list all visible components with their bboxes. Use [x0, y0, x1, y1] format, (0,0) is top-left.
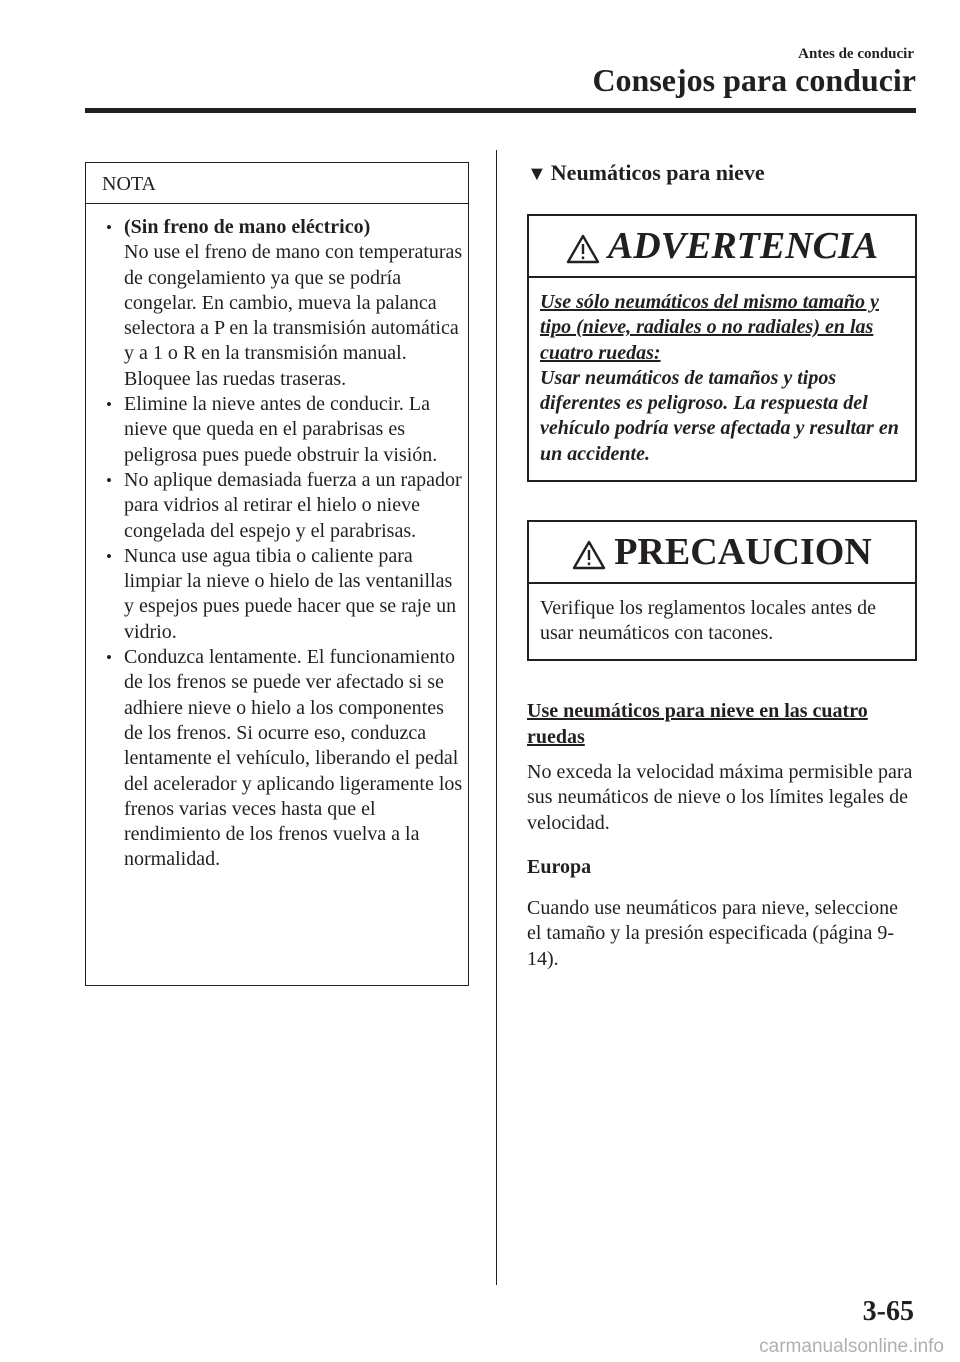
warning-underlined-text: Use sólo neumáticos del mismo tamaño y tipo (nieve, radiales o no radiales) en las cuatro ruedas:: [540, 291, 879, 364]
note-item-text: No use el freno de mano con temperaturas de congelamiento ya que se podría congelar. En cambio, mueva la palanca selectora a P en la transmisión automática y a 1 o R en la transmisión manual. Bloquee las ruedas traseras.: [124, 241, 463, 390]
warning-triangle-icon: [572, 540, 606, 570]
chapter-title: Consejos para conducir: [592, 62, 916, 98]
section-name: Antes de conducir: [798, 46, 914, 62]
caution-text: Verifique los reglamentos locales antes de usar neumáticos con tacones.: [540, 597, 876, 645]
note-item-text: Conduzca lentamente. El funcionamiento de los frenos se puede ver afectado si se adhiere nieve o hielo a los componentes de los frenos. Si ocurre eso, conduzca lentamente el vehículo, liberando el pedal del acelerador y aplicando ligeramente los frenos varias veces hasta que el rendimiento de los frenos vuelva a la normalidad.: [124, 646, 463, 871]
region-heading: Europa: [527, 856, 592, 878]
caution-header: [529, 522, 915, 582]
note-item: [98, 468, 464, 544]
warning-header: [529, 216, 915, 276]
subheading: Use neumáticos para nieve en las cuatro ruedas: [527, 700, 868, 748]
warning-body: [540, 290, 906, 467]
section-title-text: Neumáticos para nieve: [550, 160, 765, 185]
warning-heading: ADVERTENCIA: [607, 225, 879, 267]
note-item: [98, 645, 464, 873]
watermark: carmanualsonline.info: [759, 1336, 944, 1357]
section-marker-icon: ▼: [527, 163, 547, 185]
note-divider: [86, 203, 468, 204]
caution-heading: PRECAUCION: [614, 531, 872, 573]
paragraph: Cuando use neumáticos para nieve, seleccione el tamaño y la presión especificada (página 9-14).: [527, 897, 898, 970]
note-list: [98, 215, 464, 873]
note-item: [98, 392, 464, 468]
column-divider: [496, 150, 497, 1285]
warning-divider: [529, 276, 915, 278]
caution-box: [527, 520, 917, 661]
note-title: NOTA: [102, 173, 156, 195]
paragraph: No exceda la velocidad máxima permisible para sus neumáticos de nieve o los límites legales de velocidad.: [527, 761, 913, 834]
warning-triangle-icon: [566, 234, 600, 264]
note-item-lead: (Sin freno de mano eléctrico): [124, 216, 371, 238]
note-item-text: Nunca use agua tibia o caliente para limpiar la nieve o hielo de las ventanillas y espejos pues puede hacer que se raje un vidrio.: [124, 544, 457, 643]
caution-divider: [529, 582, 915, 584]
note-box: [85, 162, 469, 986]
note-item-text: No aplique demasiada fuerza a un rapador para vidrios al retirar el hielo o nieve congelada del espejo y el parabrisas.: [124, 468, 462, 542]
note-item-text: Elimine la nieve antes de conducir. La nieve que queda en el parabrisas es peligrosa pues puede obstruir la visión.: [124, 393, 438, 466]
note-item: [98, 215, 464, 392]
warning-box: [527, 214, 917, 482]
section-title: [527, 160, 765, 186]
header-rule: [85, 108, 916, 113]
page-number: 3-65: [862, 1296, 914, 1327]
warning-text: Usar neumáticos de tamaños y tipos diferentes es peligroso. La respuesta del vehículo podría verse afectada y resultar en un accidente.: [540, 366, 899, 465]
note-item: [98, 544, 464, 645]
